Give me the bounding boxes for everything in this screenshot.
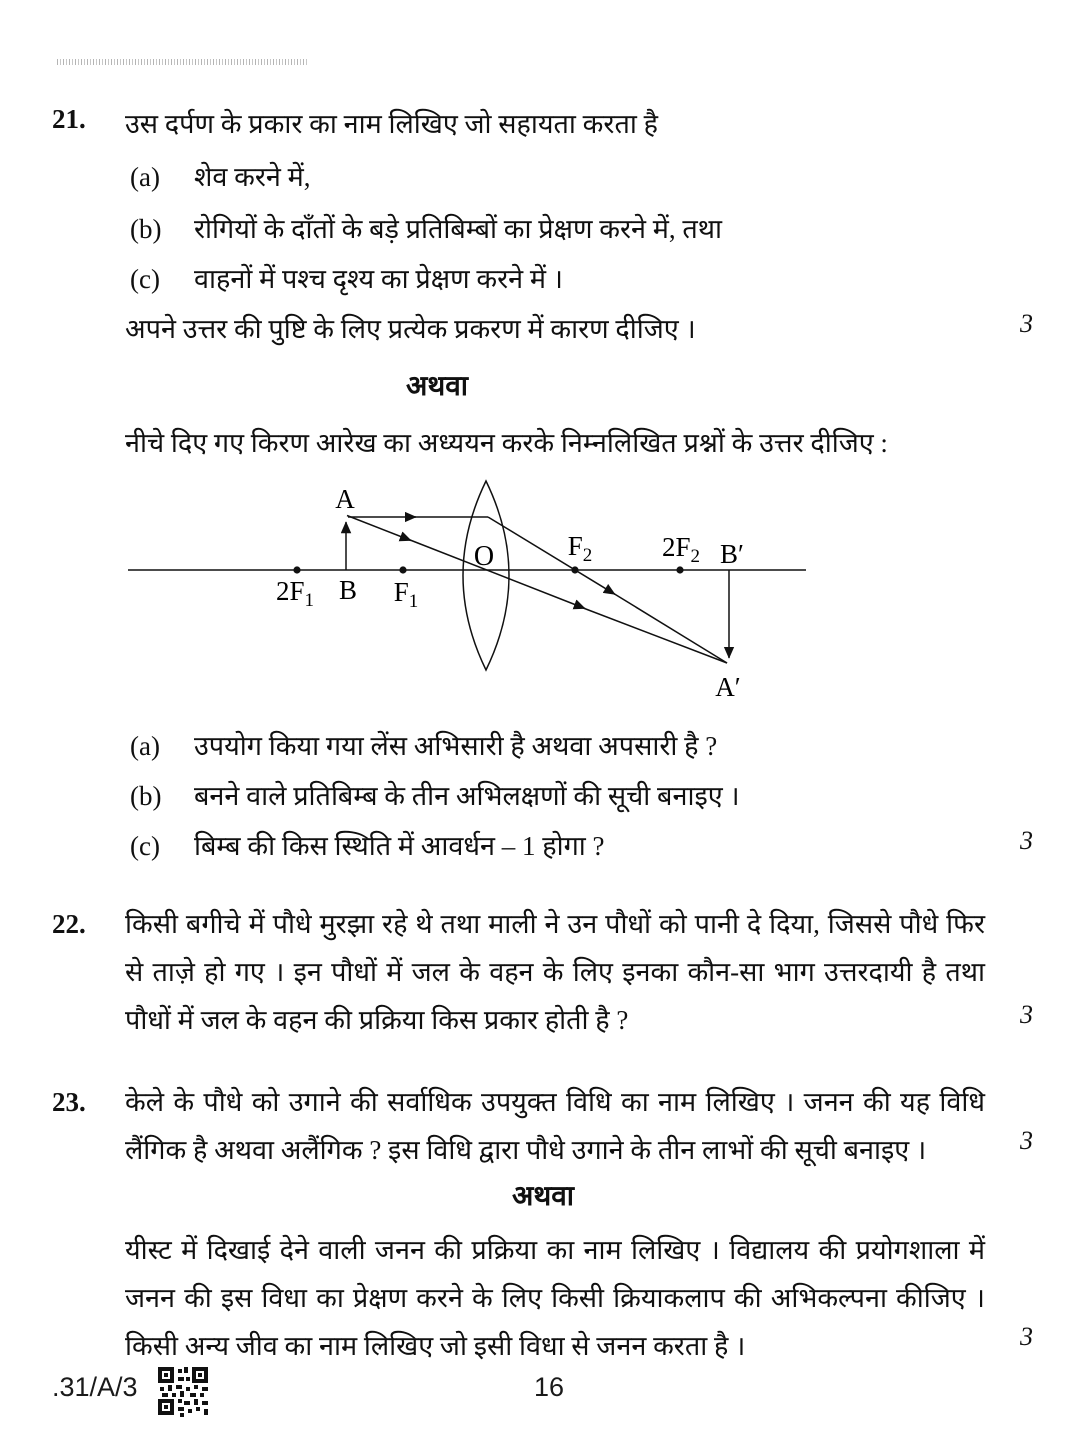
lens-ray-diagram [118,468,818,708]
option-text: बनने वाले प्रतिबिम्ब के तीन अभिलक्षणों की सूची बनाइए । [194,781,740,811]
option-letter: (b) [130,781,162,811]
marks-value: 3 [1020,1322,1033,1351]
marks-value: 3 [1020,826,1033,855]
point-2f1 [293,566,300,573]
question-21-alt-intro: नीचे दिए गए किरण आरेख का अध्ययन करके निम्नलिखित प्रश्नों के उत्तर दीजिए : [125,428,888,458]
ray-centre-segment [347,516,411,541]
question-23 [52,1078,985,1174]
point-f1 [399,566,406,573]
question-21-alt-option-b [130,776,740,813]
label-2f1: $2F_1$ [275,576,315,611]
option-text: शेव करने में, [194,162,311,192]
option-letter: (a) [130,162,160,192]
label-b: B [338,575,358,605]
label-b-prime: B′ [720,539,744,569]
question-text: किसी बगीचे में पौधे मुरझा रहे थे तथा माली ने उन पौधों को पानी दे दिया, जिससे पौधे फिर से ताज़े हो गए । इन पौधों में जल के वहन के लिए इनका कौन-सा भाग उत्तरदायी है तथा पौधों में जल के वहन की प्रक्रिया किस प्रकार होती है ? [125,909,985,1035]
label-f1: $F_1$ [393,577,419,612]
question-21-option-c [130,259,563,296]
scan-artifact-header [57,59,307,65]
option-letter: (a) [130,731,160,761]
ray-centre-segment [578,606,727,663]
question-22 [52,900,985,1044]
paper-code: .31/A/3 [52,1372,138,1402]
option-text: उपयोग किया गया लेंस अभिसारी है अथवा अपसारी है ? [194,731,718,761]
or-divider: अथवा [511,1181,575,1212]
ray-centre-segment [405,538,585,609]
question-21-option-b [130,209,722,246]
question-number: 22. [52,909,86,939]
question-21-alt-option-a [130,726,717,763]
option-letter: (c) [130,264,160,294]
question-21-support: अपने उत्तर की पुष्टि के लिए प्रत्येक प्रकरण में कारण दीजिए । [125,314,696,344]
question-number: 23. [52,1087,86,1117]
label-o: O [473,541,495,572]
label-f2: $F_2$ [567,531,593,566]
marks-value: 3 [1020,309,1033,338]
label-a-prime: A′ [715,672,741,702]
point-2f2 [676,566,683,573]
option-letter: (c) [130,831,160,861]
or-divider: अथवा [405,371,469,402]
question-21-stem [52,104,658,141]
page-number: 16 [533,1372,565,1402]
label-a: A [335,484,355,514]
question-21-alt-option-c [130,826,605,863]
question-text: केले के पौधे को उगाने की सर्वाधिक उपयुक्त विधि का नाम लिखिए । जनन की यह विधि लैंगिक है अथवा अलैंगिक ? इस विधि द्वारा पौधे उगाने के तीन लाभों की सूची बनाइए । [125,1087,985,1165]
question-23-alt-text: यीस्ट में दिखाई देने वाली जनन की प्रक्रिया का नाम लिखिए । विद्यालय की प्रयोगशाला में जनन की इस विधा का प्रेक्षण करने के लिए किसी क्रियाकलाप की अभिकल्पना कीजिए । किसी अन्य जीव का नाम लिखिए जो इसी विधा से जनन करता है । [125,1235,985,1361]
question-21-option-a [130,157,311,194]
question-number: 21. [52,104,86,134]
qr-code-icon [158,1367,210,1417]
marks-value: 3 [1020,1000,1033,1029]
option-text: बिम्ब की किस स्थिति में आवर्धन – 1 होगा ? [194,831,605,861]
ray-refracted-segment [608,590,727,663]
label-2f2: $2F_2$ [661,532,701,567]
option-text: वाहनों में पश्च दृश्य का प्रेक्षण करने में । [194,264,564,294]
question-text: उस दर्पण के प्रकार का नाम लिखिए जो सहायता करता है [125,109,658,139]
marks-value: 3 [1020,1126,1033,1155]
option-text: रोगियों के दाँतों के बड़े प्रतिबिम्बों का प्रेक्षण करने में, तथा [194,214,723,244]
ray-refracted-segment [488,517,615,594]
option-letter: (b) [130,214,162,244]
